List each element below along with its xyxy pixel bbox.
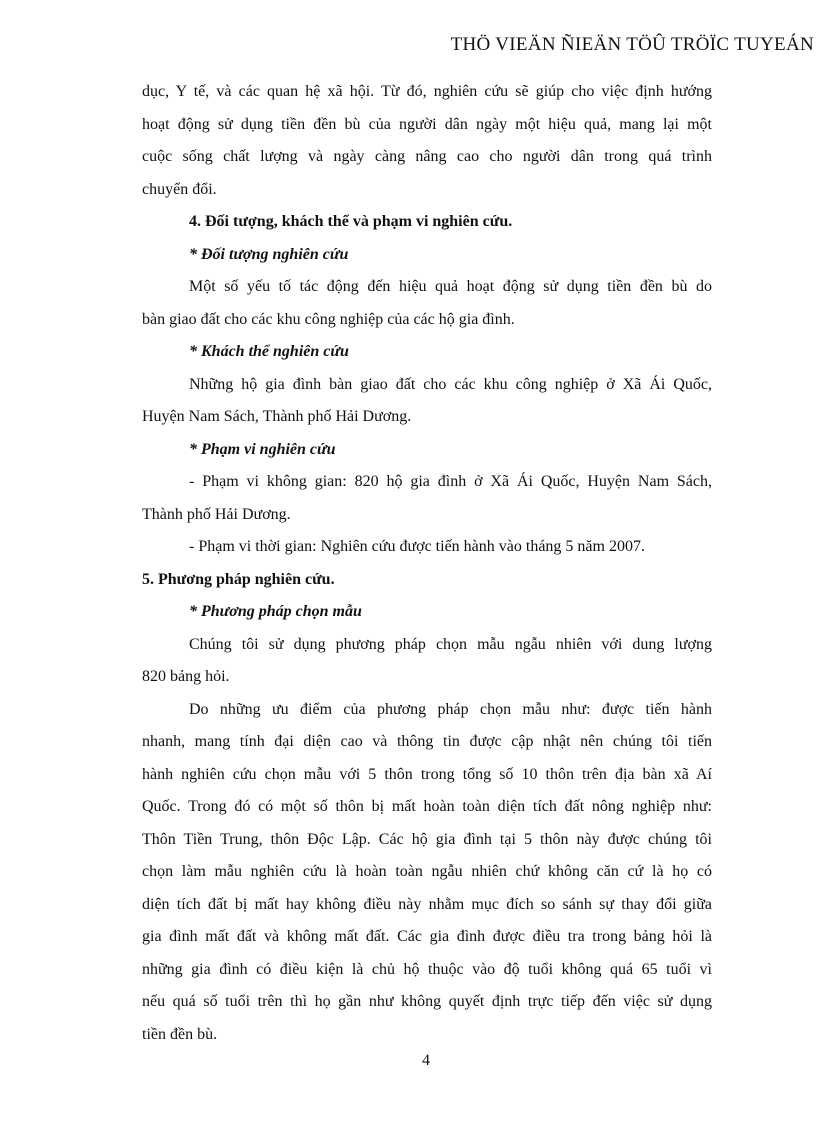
- text-line: Chúng tôi sử dụng phương pháp chọn mẫu ngẫu nhiên với dung lượng: [189, 635, 712, 653]
- subheading-research-subject: * Khách thể nghiên cứu: [189, 343, 349, 360]
- section-heading-4: 4. Đối tượng, khách thể và phạm vi nghiên cứu.: [189, 213, 513, 230]
- text-line: Do những ưu điểm của phương pháp chọn mẫu như: được tiến hành: [189, 700, 712, 718]
- text-line: Những hộ gia đình bàn giao đất cho các khu công nghiệp ở Xã Ái Quốc,: [189, 375, 712, 393]
- text-line: bàn giao đất cho các khu công nghiệp của các hộ gia đình.: [142, 310, 515, 328]
- text-line: Thành phố Hải Dương.: [142, 505, 291, 523]
- paragraph-intro-continuation: [142, 76, 712, 206]
- text-line: Thôn Tiền Trung, thôn Độc Lập. Các hộ gia đình tại 5 thôn này được chúng tôi: [142, 830, 712, 848]
- text-line: tiền đền bù.: [142, 1025, 218, 1043]
- subheading-research-object: * Đối tượng nghiên cứu: [189, 245, 349, 263]
- text-line: - Phạm vi không gian: 820 hộ gia đình ở Xã Ái Quốc, Huyện Nam Sách,: [189, 473, 712, 490]
- subheading-sampling-method: * Phương pháp chọn mẫu: [189, 603, 362, 620]
- subheading-research-scope: * Phạm vi nghiên cứu: [189, 440, 336, 458]
- text-line: Huyện Nam Sách, Thành phố Hải Dương.: [142, 408, 412, 425]
- document-body: [142, 76, 712, 1051]
- text-line: chọn làm mẫu nghiên cứu là hoàn toàn ngẫu nhiên chứ không căn cứ là họ có: [142, 863, 712, 880]
- text-line: 820 bảng hỏi.: [142, 668, 230, 685]
- text-line: những gia đình có điều kiện là chủ hộ thuộc vào độ tuổi không quá 65 tuổi vì: [142, 960, 712, 978]
- page-number: 4: [422, 1052, 430, 1069]
- paragraph-research-subject: [142, 369, 712, 434]
- text-line: dục, Y tế, và các quan hệ xã hội. Từ đó, nghiên cứu sẽ giúp cho việc định hướng: [142, 83, 712, 100]
- page-header: THÖ VIEÄN ÑIEÄN TÖÛ TRÖÏC TUYEÁN: [450, 34, 814, 55]
- text-line: diện tích đất bị mất hay không điều này nhằm mục đích so sánh sự thay đổi giữa: [142, 895, 712, 913]
- text-line: cuộc sống chất lượng và ngày càng nâng cao cho người dân trong quá trình: [142, 148, 712, 165]
- text-line: Quốc. Trong đó có một số thôn bị mất hoàn toàn diện tích đất nông nghiệp như:: [142, 798, 712, 815]
- text-line: nhanh, mang tính đại diện cao và thông tin được cập nhật nên chúng tôi tiến: [142, 733, 712, 750]
- paragraph-scope-space: [142, 466, 712, 531]
- text-line: gia đình mất đất và không mất đất. Các gia đình được điều tra trong bảng hỏi là: [142, 928, 712, 945]
- paragraph-research-object: [142, 271, 712, 336]
- text-line: hoạt động sử dụng tiền đền bù của người dân ngày một hiệu quả, mang lại một: [142, 115, 712, 133]
- text-line: Một số yếu tố tác động đến hiệu quả hoạt động sử dụng tiền đền bù do: [189, 278, 712, 295]
- text-line: nếu quá số tuổi trên thì họ gần như không quyết định trực tiếp đến việc sử dụng: [142, 993, 712, 1010]
- text-line: - Phạm vi thời gian: Nghiên cứu được tiến hành vào tháng 5 năm 2007.: [189, 538, 645, 555]
- section-heading-5: 5. Phương pháp nghiên cứu.: [142, 570, 335, 588]
- paragraph-scope-time: [142, 531, 712, 564]
- text-line: hành nghiên cứu chọn mẫu với 5 thôn trong tổng số 10 thôn trên địa bàn xã Aí: [142, 765, 712, 783]
- paragraph-sampling-size: [142, 629, 712, 694]
- paragraph-sampling-details: [142, 694, 712, 1052]
- text-line: chuyển đổi.: [142, 180, 217, 198]
